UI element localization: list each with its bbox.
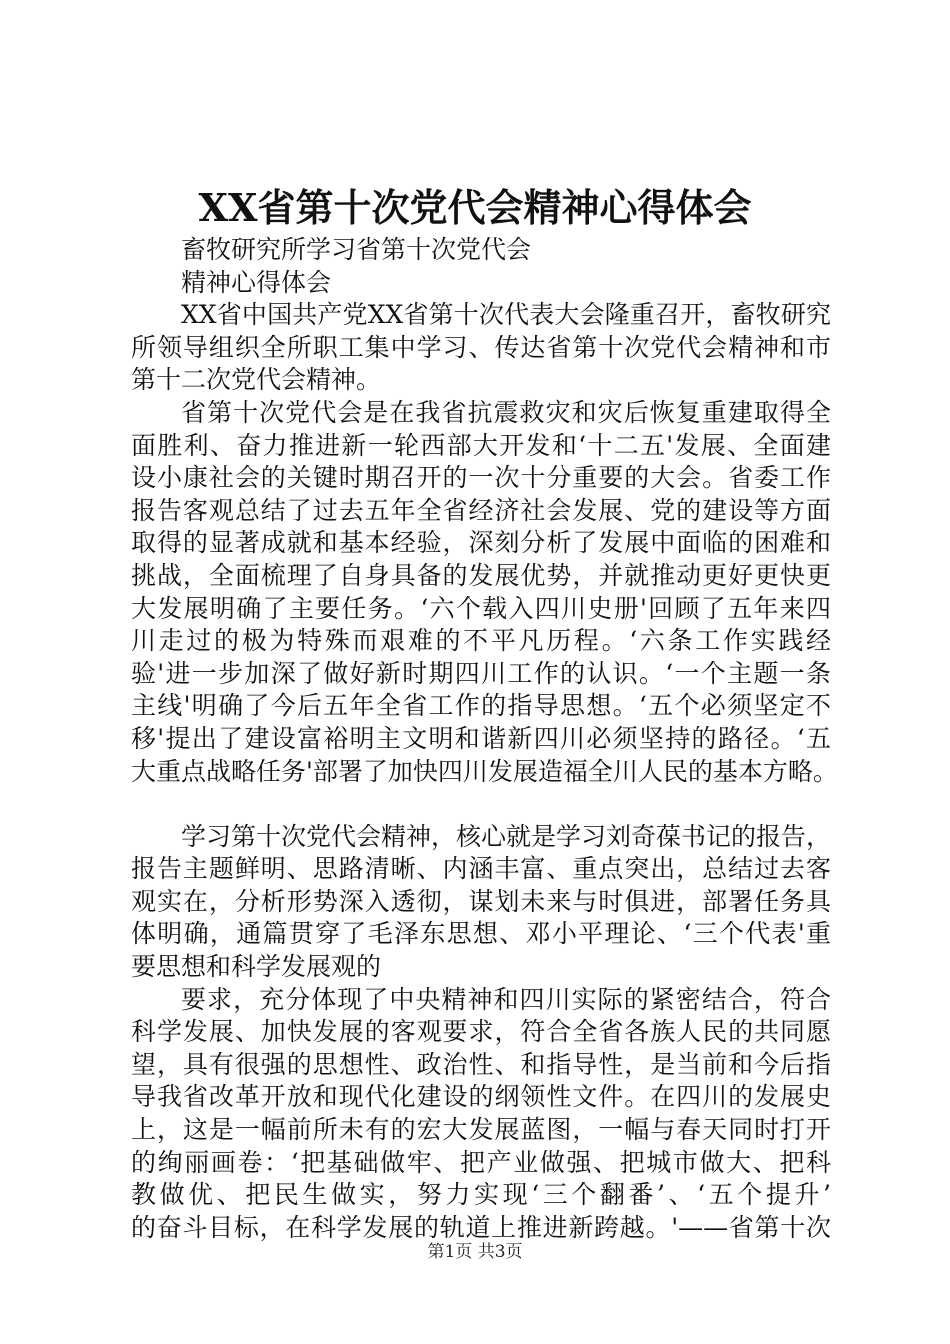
document-title: XX省第十次党代会精神心得体会 (198, 185, 752, 230)
paragraph-line: 要求，充分体现了中央精神和四川实际的紧密结合，符合 (181, 984, 831, 1014)
paragraph-line: 望，具有很强的思想性、政治性、和指导性，是当前和今后指 (131, 1049, 831, 1079)
paragraph-line: 的绚丽画卷：‘把基础做牢、把产业做强、把城市做大、把科 (131, 1147, 831, 1177)
paragraph-line: 大发展明确了主要任务。‘六个载入四川史册'回顾了五年来四 (131, 593, 831, 623)
paragraph-line: 观实在，分析形势深入透彻，谋划未来与时俱进，部署任务具 (131, 886, 831, 916)
paragraph-line: 报告客观总结了过去五年全省经济社会发展、党的建设等方面 (131, 495, 831, 525)
paragraph-line: 所领导组织全所职工集中学习、传达省第十次党代会精神和市 (131, 332, 831, 362)
paragraph-line: 挑战，全面梳理了自身具备的发展优势，并就推动更好更快更 (131, 560, 831, 590)
paragraph-line: 大重点战略任务'部署了加快四川发展造福全川人民的基本方略。 (131, 756, 838, 786)
paragraph-spacer (131, 788, 831, 821)
paragraph-3 (131, 821, 831, 984)
paragraph-line: 省第十次党代会是在我省抗震救灾和灾后恢复重建取得全 (181, 397, 831, 427)
paragraph-line: 学习第十次党代会精神，核心就是学习刘奇葆书记的报告， (181, 821, 832, 851)
paragraph-line: 川走过的极为特殊而艰难的不平凡历程。‘六条工作实践经 (131, 626, 831, 656)
subtitle-line: 精神心得体会 (181, 267, 332, 297)
paragraph-line: 导我省改革开放和现代化建设的纲领性文件。在四川的发展史 (131, 1082, 831, 1112)
page-number-footer: 第1页 共3页 (427, 1242, 523, 1262)
paragraph-line: 验'进一步加深了做好新时期四川工作的认识。‘一个主题一条 (131, 658, 831, 688)
paragraph-line: 移'提出了建设富裕明主文明和谐新四川必须坚持的路径。‘五 (131, 723, 831, 753)
paragraph-line: 上，这是一幅前所未有的宏大发展蓝图，一幅与春天同时打开 (131, 1115, 831, 1145)
paragraph-line: 要思想和科学发展观的 (131, 952, 382, 982)
paragraph-line: 取得的显著成就和基本经验，深刻分析了发展中面临的困难和 (131, 528, 831, 558)
paragraph-4 (131, 984, 831, 1245)
paragraph-2 (131, 397, 838, 788)
paragraph-line: 科学发展、加快发展的客观要求，符合全省各族人民的共同愿 (131, 1017, 831, 1047)
paragraph-line: 主线'明确了今后五年全省工作的指导思想。‘五个必须坚定不 (131, 691, 831, 721)
paragraph-line: 报告主题鲜明、思路清晰、内涵丰富、重点突出，总结过去客 (131, 854, 831, 884)
paragraph-1 (131, 299, 831, 397)
paragraph-line: XX省中国共产党XX省第十次代表大会隆重召开，畜牧研究 (181, 300, 831, 330)
document-body (131, 234, 838, 1244)
paragraph-line: 面胜利、奋力推进新一轮西部大开发和‘十二五'发展、全面建 (131, 430, 831, 460)
paragraph-line: 的奋斗目标，在科学发展的轨道上推进新跨越。'——省第十次 (131, 1212, 831, 1242)
subtitle-line: 畜牧研究所学习省第十次党代会 (181, 235, 532, 264)
paragraph-line: 设小康社会的关键时期召开的一次十分重要的大会。省委工作 (131, 463, 831, 493)
paragraph-line: 第十二次党代会精神。 (131, 365, 382, 395)
paragraph-line: 教做优、把民生做实，努力实现‘三个翻番’、‘五个提升’ (131, 1180, 831, 1210)
paragraph-line: 体明确，通篇贯穿了毛泽东思想、邓小平理论、‘三个代表'重 (131, 919, 831, 949)
